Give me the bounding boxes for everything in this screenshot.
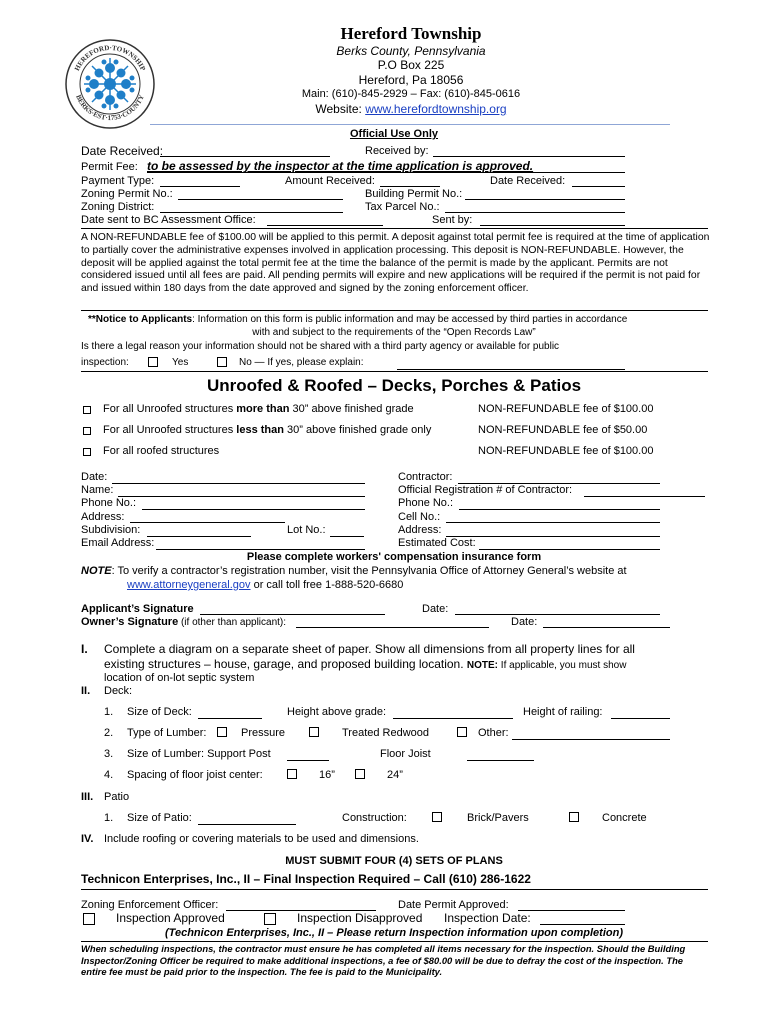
technicon-heading: Technicon Enterprises, Inc., II – Final Inspection Required – Call (610) 286-1622 <box>81 872 531 886</box>
deck-height-label: Height above grade: <box>287 706 387 718</box>
section-i-text2 <box>104 657 626 671</box>
website-label: Website: <box>315 102 362 116</box>
inspection-approved-checkbox[interactable] <box>83 913 95 925</box>
option-1-bold: more than <box>236 403 290 415</box>
website-line <box>0 102 770 116</box>
applicant-date-field[interactable] <box>112 483 365 484</box>
zoning-officer-label: Zoning Enforcement Officer: <box>81 899 219 911</box>
option-3-text <box>103 445 219 457</box>
deck1-number: 1. <box>104 706 114 718</box>
zoning-district-field[interactable] <box>160 212 343 213</box>
note-tail: or call toll free 1-888-520-6680 <box>250 579 404 591</box>
subdivision-label: Subdivision: <box>81 524 141 536</box>
section-title: Unroofed & Roofed – Decks, Porches & Patios <box>206 376 582 395</box>
option-2-text <box>103 424 431 436</box>
signature-date-label: Date: <box>422 603 449 615</box>
lumber-type-label: Type of Lumber: <box>127 727 207 739</box>
notice-line1 <box>88 314 627 325</box>
concrete-label: Concrete <box>602 812 647 824</box>
treated-redwood-checkbox[interactable] <box>309 727 319 737</box>
cell-field[interactable] <box>446 522 660 523</box>
contractor-phone-label: Phone No.: <box>398 497 454 509</box>
email-label: Email Address: <box>81 537 155 549</box>
final-paragraph: When scheduling inspections, the contractor must ensure he has completed all items necessary for the inspection. Should the Building Inspector/Zoning Officer be required to make additional inspections, a fee of $80.00 will be due to defray the cost of the inspection. The entire fee must be paid prior to the inspection. The fee is paid to the Municipality. <box>81 943 686 978</box>
received-by-label: Received by: <box>365 145 429 157</box>
deck3-number: 3. <box>104 748 114 760</box>
email-field[interactable] <box>156 549 365 550</box>
option-2-fee: NON-REFUNDABLE fee of $50.00 <box>478 424 648 436</box>
sent-by-field[interactable] <box>480 225 625 226</box>
amount-received-label: Amount Received: <box>285 175 375 187</box>
zoning-permit-label: Zoning Permit No.: <box>81 188 173 200</box>
lot-field[interactable] <box>330 536 364 537</box>
zoning-permit-field[interactable] <box>178 199 343 200</box>
option-1-post: 30” above finished grade <box>289 403 414 415</box>
permit-fee-label: Permit Fee: <box>81 161 138 173</box>
deck-size-label: Size of Deck: <box>127 706 192 718</box>
option-1-pre: For all Unroofed structures <box>103 403 237 415</box>
cell-label: Cell No.: <box>398 511 441 523</box>
county-line: Berks County, Pennsylvania <box>336 44 486 58</box>
contractor-address-label: Address: <box>398 524 442 536</box>
notice-line2: with and subject to the requirements of the “Open Records Law” <box>252 327 536 338</box>
tax-parcel-label: Tax Parcel No.: <box>365 201 440 213</box>
section-iii-text: Patio <box>104 791 130 803</box>
option-3-checkbox[interactable] <box>83 448 91 456</box>
date-sent-field[interactable] <box>267 225 383 226</box>
must-submit-heading: MUST SUBMIT FOUR (4) SETS OF PLANS <box>285 855 503 867</box>
option-2-checkbox[interactable] <box>83 427 91 435</box>
payment-type-label: Payment Type: <box>81 175 155 187</box>
city-line: Hereford, Pa 18056 <box>358 73 464 87</box>
lot-label: Lot No.: <box>287 524 326 536</box>
applicant-date-label: Date: <box>81 471 108 483</box>
zoning-district-label: Zoning District: <box>81 201 155 213</box>
date-received-label: Date Received: <box>81 144 164 158</box>
building-permit-label: Building Permit No.: <box>365 188 463 200</box>
deck-height-field[interactable] <box>393 718 513 719</box>
registration-field[interactable] <box>584 496 705 497</box>
patio1-number: 1. <box>104 812 114 824</box>
other-lumber-label: Other: <box>478 727 509 739</box>
yes-checkbox[interactable] <box>148 357 158 367</box>
signature-date-field[interactable] <box>455 614 660 615</box>
support-post-field[interactable] <box>287 760 329 761</box>
header-rule <box>150 124 670 125</box>
notice-text1: : Information on this form is public information and may be accessed by third parties in accordance <box>192 314 628 325</box>
patio-construction-label: Construction: <box>342 812 407 824</box>
other-lumber-checkbox[interactable] <box>457 727 467 737</box>
option-3-fee: NON-REFUNDABLE fee of $100.00 <box>478 445 654 457</box>
owner-signature-note: (if other than applicant): <box>178 617 287 628</box>
section-iv-number: IV. <box>81 833 94 845</box>
floor-joist-field[interactable] <box>467 760 534 761</box>
date-received2-label: Date Received: <box>490 175 566 187</box>
amount-received-field[interactable] <box>380 186 440 187</box>
phone-line: Main: (610)-845-2929 – Fax: (610)-845-0616 <box>301 88 521 100</box>
lumber-size-label: Size of Lumber: Support Post <box>127 748 271 760</box>
section-ii-text: Deck: <box>104 685 133 697</box>
deck-railing-label: Height of railing: <box>523 706 603 718</box>
website-link[interactable]: www.herefordtownship.org <box>365 102 507 116</box>
joist-spacing-label: Spacing of floor joist center: <box>127 769 263 781</box>
contractor-address-field[interactable] <box>446 536 660 537</box>
applicant-name-field[interactable] <box>118 496 365 497</box>
patio-size-field[interactable] <box>198 824 296 825</box>
inspection-approved-label: Inspection Approved <box>116 911 225 925</box>
treated-redwood-label: Treated Redwood <box>342 727 430 739</box>
building-permit-field[interactable] <box>465 199 625 200</box>
option-2-bold: less than <box>236 424 284 436</box>
owner-signature-line <box>81 616 286 628</box>
owner-signature-field[interactable] <box>296 627 489 628</box>
yes-label: Yes <box>172 357 189 368</box>
section-i-note-tail: If applicable, you must show <box>498 660 627 671</box>
date-permit-label: Date Permit Approved: <box>398 899 509 911</box>
seal-bottom-text: BERKS·EST·1753·COUNTY <box>74 93 146 123</box>
concrete-checkbox[interactable] <box>569 812 579 822</box>
inspection-label: inspection: <box>81 357 129 368</box>
subdivision-field[interactable] <box>147 536 251 537</box>
joist-24-label: 24” <box>387 769 403 781</box>
date-permit-field[interactable] <box>518 910 625 911</box>
date-sent-label: Date sent to BC Assessment Office: <box>81 214 256 226</box>
joist-24-checkbox[interactable] <box>355 769 365 779</box>
estimated-cost-field[interactable] <box>479 549 660 550</box>
inspection-date-field[interactable] <box>540 924 625 925</box>
option-1-text <box>103 403 414 415</box>
brick-pavers-checkbox[interactable] <box>432 812 442 822</box>
technicon-return-note: (Technicon Enterprises, Inc., II – Please return Inspection information upon completion) <box>165 927 623 939</box>
joist-16-checkbox[interactable] <box>287 769 297 779</box>
date-received2-field[interactable] <box>572 186 625 187</box>
option-2-post: 30” above finished grade only <box>283 424 432 436</box>
estimated-cost-label: Estimated Cost: <box>398 537 476 549</box>
option-1-fee: NON-REFUNDABLE fee of $100.00 <box>478 403 654 415</box>
note-line2 <box>127 579 403 591</box>
brick-pavers-label: Brick/Pavers <box>467 812 529 824</box>
applicant-name-label: Name: <box>81 484 114 496</box>
registration-label: Official Registration # of Contractor: <box>398 484 573 496</box>
inspection-disapproved-checkbox[interactable] <box>264 913 276 925</box>
owner-date-label: Date: <box>511 616 538 628</box>
payment-type-field[interactable] <box>160 186 240 187</box>
joist-16-label: 16” <box>319 769 335 781</box>
section-i-text3: location of on-lot septic system <box>104 672 255 684</box>
seal-top-text: HEREFORD·TOWNSHIP <box>73 43 147 73</box>
inspection-date-label: Inspection Date: <box>444 911 531 925</box>
deck2-number: 2. <box>104 727 114 739</box>
note-line <box>81 565 627 577</box>
option-2-pre: For all Unroofed structures <box>103 424 237 436</box>
sent-by-label: Sent by: <box>432 214 473 226</box>
office-rule <box>81 228 708 229</box>
other-lumber-field[interactable] <box>512 739 670 740</box>
section-i-text2-main: existing structures – house, garage, and proposed building location. <box>104 657 467 671</box>
no-label: No — If yes, please explain: <box>239 357 364 368</box>
no-checkbox[interactable] <box>217 357 227 367</box>
option-1-checkbox[interactable] <box>83 406 91 414</box>
section-i-number: I. <box>81 642 88 656</box>
applicant-signature-label: Applicant’s Signature <box>81 603 194 615</box>
applicant-phone-field[interactable] <box>142 509 365 510</box>
fee-rule <box>81 310 708 311</box>
applicant-signature-field[interactable] <box>200 614 385 615</box>
note-text: : To verify a contractor’s registration number, visit the Pennsylvania Office of Attorney General’s website at <box>111 565 627 577</box>
deck4-number: 4. <box>104 769 114 781</box>
applicant-phone-label: Phone No.: <box>81 497 137 509</box>
notice-label: **Notice to Applicants <box>88 314 193 325</box>
footer-rule <box>81 941 708 942</box>
deck-size-field[interactable] <box>198 718 262 719</box>
fee-paragraph: A NON-REFUNDABLE fee of $100.00 will be applied to this permit. A deposit against total permit fee is required at the time of application to partially cover the administrative expenses involved in application processing. This deposit is NON-REFUNDABLE. However, the deposit will be applied against the total permit fee at the time the balance of the permit is made by the applicant. Permits are not considered issued until all fees are paid. All pending permits will expire and new applications will be required if the permit is not paid for and issued within 180 days from the date approved and signed by the zoning enforcement officer. <box>81 232 710 295</box>
floor-joist-label: Floor Joist <box>380 748 431 760</box>
permit-fee-field[interactable] <box>147 172 625 173</box>
applicant-address-label: Address: <box>81 511 125 523</box>
attorney-general-link[interactable]: www.attorneygeneral.gov <box>127 579 251 591</box>
section-i-text1: Complete a diagram on a separate sheet of paper. Show all dimensions from all property lines for all <box>104 642 635 656</box>
applicant-address-field[interactable] <box>130 522 285 523</box>
owner-date-field[interactable] <box>543 627 670 628</box>
received-by-field[interactable] <box>433 156 625 157</box>
pressure-checkbox[interactable] <box>217 727 227 737</box>
section-i-note-label: NOTE: <box>466 660 499 671</box>
option-3-pre: For all roofed structures <box>103 445 220 457</box>
pressure-label: Pressure <box>241 727 286 739</box>
section-iv-text: Include roofing or covering materials to be used and dimensions. <box>104 833 419 845</box>
technicon-rule <box>81 889 708 890</box>
section-ii-number: II. <box>81 685 91 697</box>
date-received-field[interactable] <box>160 156 330 157</box>
tax-parcel-field[interactable] <box>445 212 625 213</box>
notice-rule <box>81 371 708 372</box>
note-label: NOTE <box>81 565 112 577</box>
permit-fee-note: to be assessed by the inspector at the time application is approved. <box>147 159 534 173</box>
deck-railing-field[interactable] <box>611 718 670 719</box>
po-box: P.O Box 225 <box>377 58 445 72</box>
explain-field[interactable] <box>397 369 625 370</box>
notice-question: Is there a legal reason your information should not be shared with a third party agency or available for public <box>81 341 560 352</box>
contractor-label: Contractor: <box>398 471 453 483</box>
inspection-disapproved-label: Inspection Disapproved <box>297 911 423 925</box>
official-use-heading: Official Use Only <box>349 128 439 140</box>
section-iii-number: III. <box>81 791 94 803</box>
patio-size-label: Size of Patio: <box>127 812 192 824</box>
workers-comp-note: Please complete workers' compensation insurance form <box>246 551 542 563</box>
township-title: Hereford Township <box>340 24 482 43</box>
owner-signature-label: Owner’s Signature <box>81 616 179 628</box>
contractor-phone-field[interactable] <box>459 509 660 510</box>
